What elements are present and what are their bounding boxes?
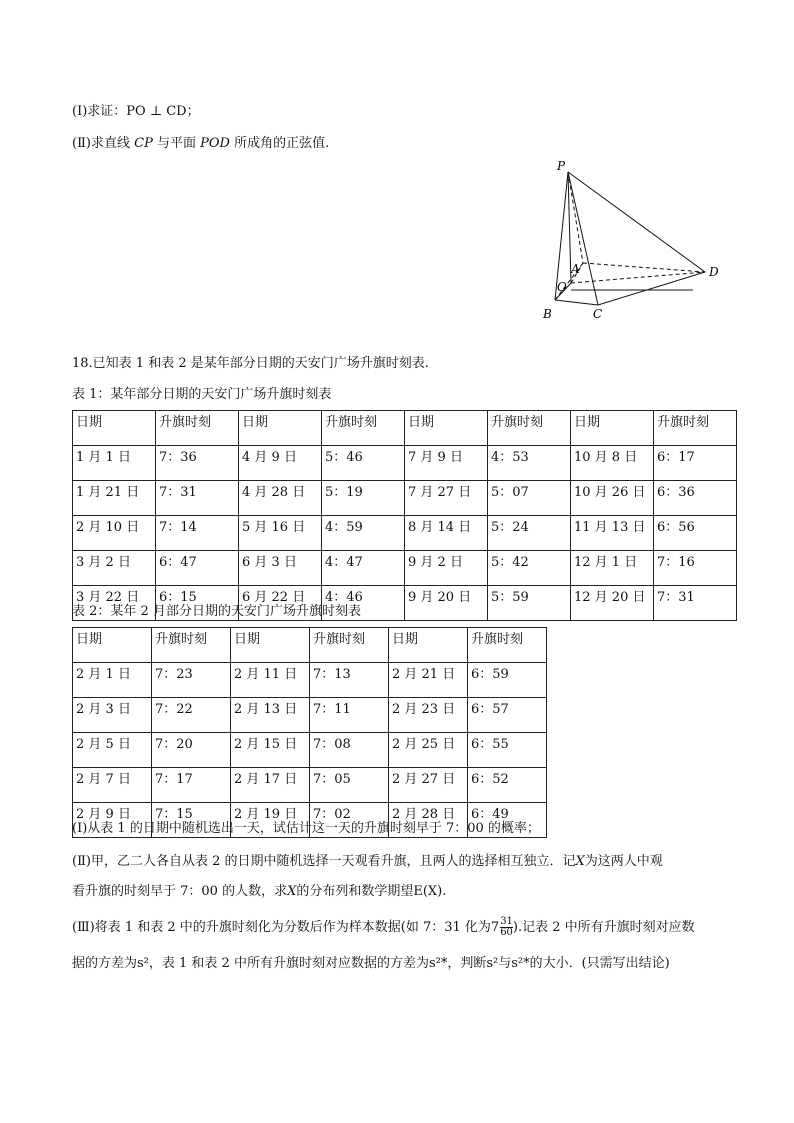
- table-row: [73, 698, 547, 733]
- label-c: C: [593, 307, 603, 321]
- q18-part2-line2: 看升旗的时刻早于 7：00 的人数，求X的分布列和数学期望E(X).: [72, 884, 447, 899]
- fraction-31-60: $\frac{31}{60}$: [500, 916, 513, 938]
- table-row: [73, 551, 737, 586]
- table-cell: 7：16: [654, 551, 737, 586]
- table-cell: 2 月 3 日: [73, 698, 152, 733]
- table-cell: 6：47: [156, 551, 239, 586]
- table-cell: 2 月 21 日: [389, 663, 468, 698]
- table-cell: 2 月 17 日: [231, 768, 310, 803]
- table-cell: 5：42: [488, 551, 571, 586]
- table-cell: 1 月 1 日: [73, 446, 156, 481]
- table-cell: 2 月 7 日: [73, 768, 152, 803]
- table-cell: 7：31: [156, 481, 239, 516]
- table-header-cell: 升旗时刻: [654, 411, 737, 446]
- table-cell: 2 月 23 日: [389, 698, 468, 733]
- table-cell: 7 月 27 日: [405, 481, 488, 516]
- table-cell: 3 月 22 日: [73, 586, 156, 621]
- table-cell: 6：59: [468, 663, 547, 698]
- table-cell: 7：36: [156, 446, 239, 481]
- table-header-cell: 日期: [405, 411, 488, 446]
- table-cell: 7：17: [152, 768, 231, 803]
- q18-part2-line1: (Ⅱ)甲，乙二人各自从表 2 的日期中随机选择一天观看升旗，且两人的选择相互独立．记X为这两人中观: [72, 854, 663, 869]
- table-cell: 6：15: [156, 586, 239, 621]
- table-header-cell: 升旗时刻: [310, 628, 389, 663]
- table-cell: 4：47: [322, 551, 405, 586]
- table-cell: 4：53: [488, 446, 571, 481]
- table-cell: 2 月 13 日: [231, 698, 310, 733]
- table-cell: 2 月 27 日: [389, 768, 468, 803]
- label-d: D: [709, 265, 719, 279]
- table-header-row: [73, 628, 547, 663]
- table-cell: 12 月 20 日: [571, 586, 654, 621]
- table-row: [73, 663, 547, 698]
- table-header-cell: 日期: [571, 411, 654, 446]
- pyramid-figure: [535, 155, 735, 325]
- table-header-row: [73, 411, 737, 446]
- q18-intro: 18.已知表 1 和表 2 是某年部分日期的天安门广场升旗时刻表.: [72, 356, 429, 371]
- table-cell: 6：17: [654, 446, 737, 481]
- table-row: [73, 446, 737, 481]
- table-cell: 2 月 25 日: [389, 733, 468, 768]
- table-cell: 4 月 28 日: [239, 481, 322, 516]
- table-header-cell: 升旗时刻: [152, 628, 231, 663]
- q18-part3-line1: (Ⅲ)将表 1 和表 2 中的升旗时刻化为分数后作为样本数据(如 7：31 化为7 $\frac{31}{60}$ ).记表 2 中所有升旗时刻对应数: [72, 916, 695, 938]
- table-cell: 1 月 21 日: [73, 481, 156, 516]
- table-cell: 12 月 1 日: [571, 551, 654, 586]
- q18-part3-line2: 据的方差为s²，表 1 和表 2 中所有升旗时刻对应数据的方差为s²*，判断s²与s²*的大小．(只需写出结论): [72, 956, 670, 971]
- table-cell: 6：49: [468, 803, 547, 838]
- table-cell: 6：57: [468, 698, 547, 733]
- table-header-cell: 升旗时刻: [322, 411, 405, 446]
- table-cell: 7：11: [310, 698, 389, 733]
- table-header-cell: 升旗时刻: [156, 411, 239, 446]
- label-a: A: [571, 262, 580, 276]
- table-cell: 7：15: [152, 803, 231, 838]
- table-cell: 2 月 5 日: [73, 733, 152, 768]
- q18-part1: (Ⅰ)从表 1 的日期中随机选出一天，试估计这一天的升旗时刻早于 7：00 的概率；: [72, 821, 540, 836]
- table-cell: 2 月 15 日: [231, 733, 310, 768]
- table-cell: 3 月 2 日: [73, 551, 156, 586]
- table-cell: 6：56: [654, 516, 737, 551]
- table-cell: 7：05: [310, 768, 389, 803]
- table-cell: 10 月 26 日: [571, 481, 654, 516]
- table-cell: 5：46: [322, 446, 405, 481]
- table-cell: 2 月 28 日: [389, 803, 468, 838]
- table-cell: 4 月 9 日: [239, 446, 322, 481]
- table-cell: 6 月 3 日: [239, 551, 322, 586]
- table-header-cell: 日期: [73, 411, 156, 446]
- table2-caption: 表 2：某年 2 月部分日期的天安门广场升旗时刻表: [72, 604, 361, 619]
- label-o: O: [557, 280, 567, 294]
- table-cell: 4：46: [322, 586, 405, 621]
- table-header-cell: 日期: [389, 628, 468, 663]
- table-cell: 2 月 9 日: [73, 803, 152, 838]
- table-cell: 2 月 19 日: [231, 803, 310, 838]
- table-cell: 4：59: [322, 516, 405, 551]
- table-cell: 5：07: [488, 481, 571, 516]
- table-cell: 5：19: [322, 481, 405, 516]
- table-header-cell: 升旗时刻: [488, 411, 571, 446]
- table1: [72, 410, 737, 621]
- table-cell: 7：31: [654, 586, 737, 621]
- q17-part1: (Ⅰ)求证：PO ⊥ CD；: [72, 104, 200, 119]
- table-header-cell: 日期: [239, 411, 322, 446]
- table-cell: 9 月 20 日: [405, 586, 488, 621]
- table-cell: 9 月 2 日: [405, 551, 488, 586]
- label-b: B: [543, 307, 552, 321]
- table-cell: 7：08: [310, 733, 389, 768]
- table-cell: 11 月 13 日: [571, 516, 654, 551]
- q17-part2: (Ⅱ)求直线 CP 与平面 POD 所成角的正弦值.: [72, 136, 330, 151]
- table-cell: 6 月 22 日: [239, 586, 322, 621]
- table-cell: 7：14: [156, 516, 239, 551]
- table-row: [73, 733, 547, 768]
- table-cell: 2 月 11 日: [231, 663, 310, 698]
- table-cell: 7：20: [152, 733, 231, 768]
- table-cell: 7 月 9 日: [405, 446, 488, 481]
- table-header-cell: 日期: [231, 628, 310, 663]
- table-cell: 7：02: [310, 803, 389, 838]
- table-cell: 2 月 10 日: [73, 516, 156, 551]
- table-header-cell: 升旗时刻: [468, 628, 547, 663]
- table-cell: 7：13: [310, 663, 389, 698]
- table-cell: 6：55: [468, 733, 547, 768]
- table-cell: 5 月 16 日: [239, 516, 322, 551]
- table-row: [73, 481, 737, 516]
- table-cell: 5：24: [488, 516, 571, 551]
- table-header-cell: 日期: [73, 628, 152, 663]
- table-cell: 8 月 14 日: [405, 516, 488, 551]
- table-cell: 6：52: [468, 768, 547, 803]
- table-row: [73, 516, 737, 551]
- table-cell: 10 月 8 日: [571, 446, 654, 481]
- table2: [72, 627, 547, 838]
- table-cell: 6：36: [654, 481, 737, 516]
- table-cell: 7：22: [152, 698, 231, 733]
- table-cell: 2 月 1 日: [73, 663, 152, 698]
- label-p: P: [557, 159, 566, 173]
- table1-caption: 表 1：某年部分日期的天安门广场升旗时刻表: [72, 387, 332, 402]
- table-row: [73, 768, 547, 803]
- table-cell: 5：59: [488, 586, 571, 621]
- table-cell: 7：23: [152, 663, 231, 698]
